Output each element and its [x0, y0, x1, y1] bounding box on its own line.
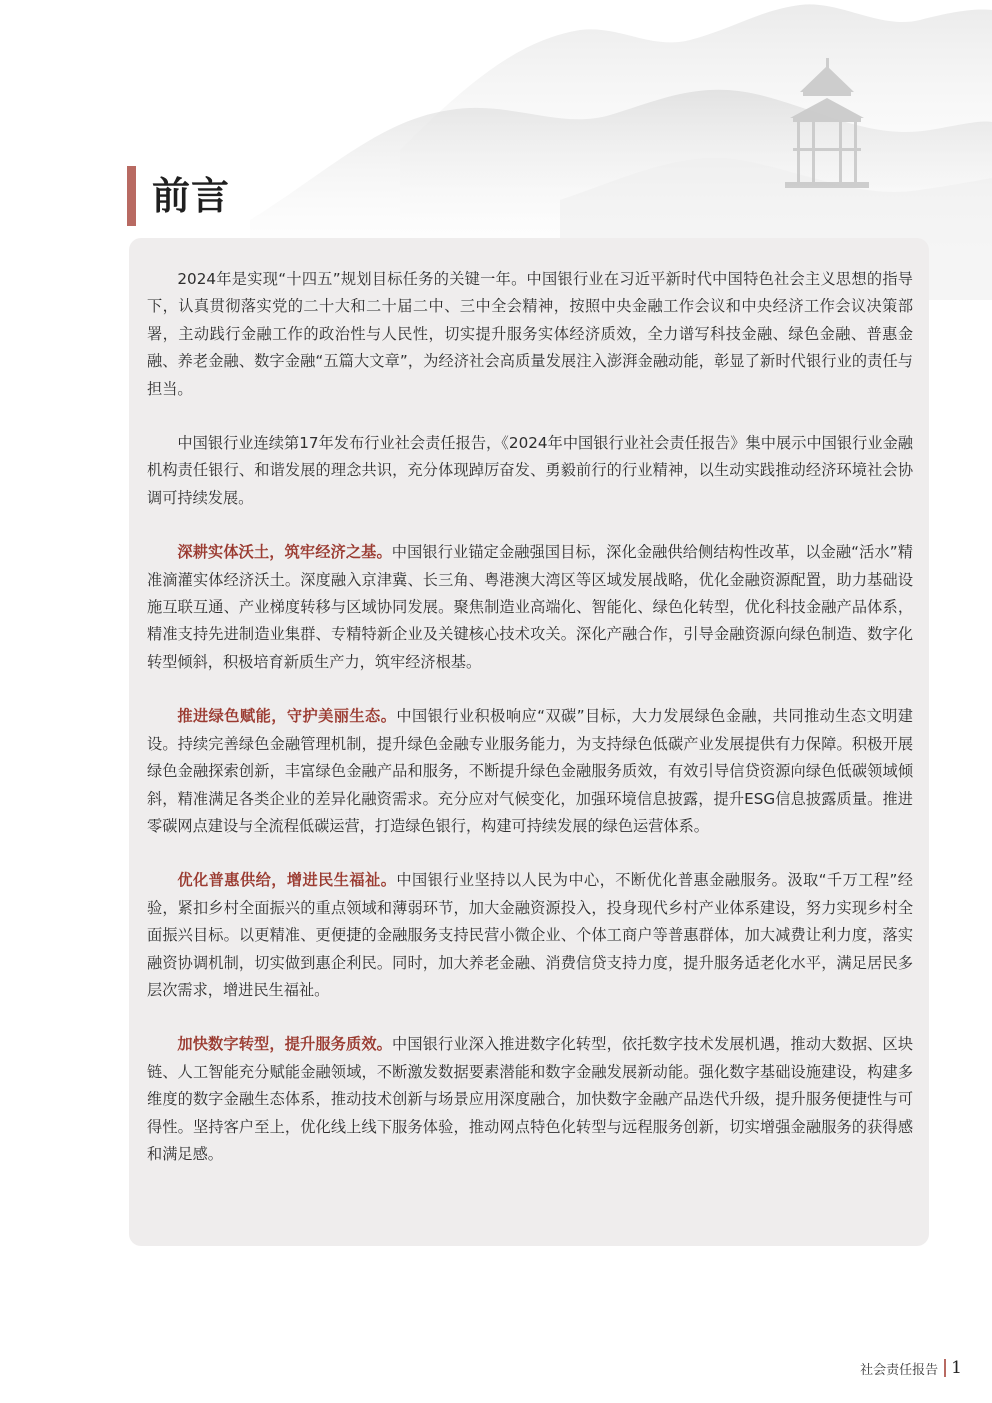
footer-label: 社会责任报告: [860, 1362, 939, 1378]
title-accent-bar: [127, 166, 136, 226]
paragraph-text: 中国银行业积极响应“双碳”目标，大力发展绿色金融，共同推动生态文明建设。持续完善绿色金融管理机制，提升绿色金融专业服务能力，为支持绿色低碳产业发展提供有力保障。积极开展绿色金融探索创新，丰富绿色金融产品和服务，不断提升绿色金融服务质效，有效引导信贷资源向绿色低碳领域倾斜，精准满足各类企业的差异化融资需求。充分应对气候变化，加强环境信息披露，提升ESG信息披露质量。推进零碳网点建设与全流程低碳运营，打造绿色银行，构建可持续发展的绿色运营体系。: [147, 707, 913, 835]
page-title: 前言: [152, 174, 231, 218]
paragraph-text: 中国银行业深入推进数字化转型，依托数字技术发展机遇，推动大数据、区块链、人工智能充分赋能金融领域，不断激发数据要素潜能和数字金融发展新动能。强化数字基础设施建设，构建多维度的数字金融生态体系，推动技术创新与场景应用深度融合，加快数字金融产品迭代升级，提升服务便捷性与可得性。坚持客户至上，优化线上线下服务体验，推动网点特色化转型与远程服务创新，切实增强金融服务的获得感和满足感。: [147, 1035, 913, 1163]
paragraph-text: 中国银行业坚持以人民为中心，不断优化普惠金融服务。汲取“千万工程”经验，紧扣乡村全面振兴的重点领域和薄弱环节，加大金融资源投入，投身现代乡村产业体系建设，努力实现乡村全面振兴目标。以更精准、更便捷的金融服务支持民营小微企业、个体工商户等普惠群体，加大减费让利力度，落实融资协调机制，切实做到惠企利民。同时，加大养老金融、消费信贷支持力度，提升服务适老化水平，满足居民多层次需求，增进民生福祉。: [147, 871, 913, 999]
paragraph-inclusive: [147, 867, 913, 1004]
paragraph-real-economy: [147, 539, 913, 676]
page-footer: [860, 1358, 962, 1378]
paragraph-text: 中国银行业连续第17年发布行业社会责任报告，《2024年中国银行业社会责任报告》集中展示中国银行业金融机构责任银行、和谐发展的理念共识，充分体现踔厉奋发、勇毅前行的行业精神，以生动实践推动经济环境社会协调可持续发展。: [147, 434, 913, 507]
paragraph-digital: [147, 1031, 913, 1168]
paragraph-intro: [147, 266, 913, 403]
paragraph-green: [147, 703, 913, 840]
paragraph-text: 中国银行业锚定金融强国目标，深化金融供给侧结构性改革，以金融“活水”精准滴灌实体经济沃土。深度融入京津冀、长三角、粤港澳大湾区等区域发展战略，优化金融资源配置，助力基础设施互联互通、产业梯度转移与区域协同发展。聚焦制造业高端化、智能化、绿色化转型，优化科技金融产品体系，精准支持先进制造业集群、专精特新企业及关键核心技术攻关。深化产融合作，引导金融资源向绿色制造、数字化转型倾斜，积极培育新质生产力，筑牢经济根基。: [147, 543, 913, 671]
footer-divider: [944, 1359, 946, 1377]
page-heading: [127, 166, 230, 226]
paragraph-text: 2024年是实现“十四五”规划目标任务的关键一年。中国银行业在习近平新时代中国特色社会主义思想的指导下，认真贯彻落实党的二十大和二十届二中、三中全会精神，按照中央金融工作会议和中央经济工作会议决策部署，主动践行金融工作的政治性与人民性，切实提升服务实体经济质效，全力谱写科技金融、绿色金融、普惠金融、养老金融、数字金融“五篇大文章”，为经济社会高质量发展注入澎湃金融动能，彰显了新时代银行业的责任与担当。: [147, 270, 913, 398]
foreword-content-box: [129, 238, 929, 1246]
paragraph-lead: 推进绿色赋能，守护美丽生态。: [177, 707, 397, 726]
paragraph-lead: 优化普惠供给，增进民生福祉。: [177, 871, 397, 890]
paragraph-report: [147, 430, 913, 512]
paragraph-lead: 加快数字转型，提升服务质效。: [177, 1035, 392, 1054]
page-number: 1: [951, 1358, 962, 1378]
paragraph-lead: 深耕实体沃土，筑牢经济之基。: [177, 543, 392, 562]
